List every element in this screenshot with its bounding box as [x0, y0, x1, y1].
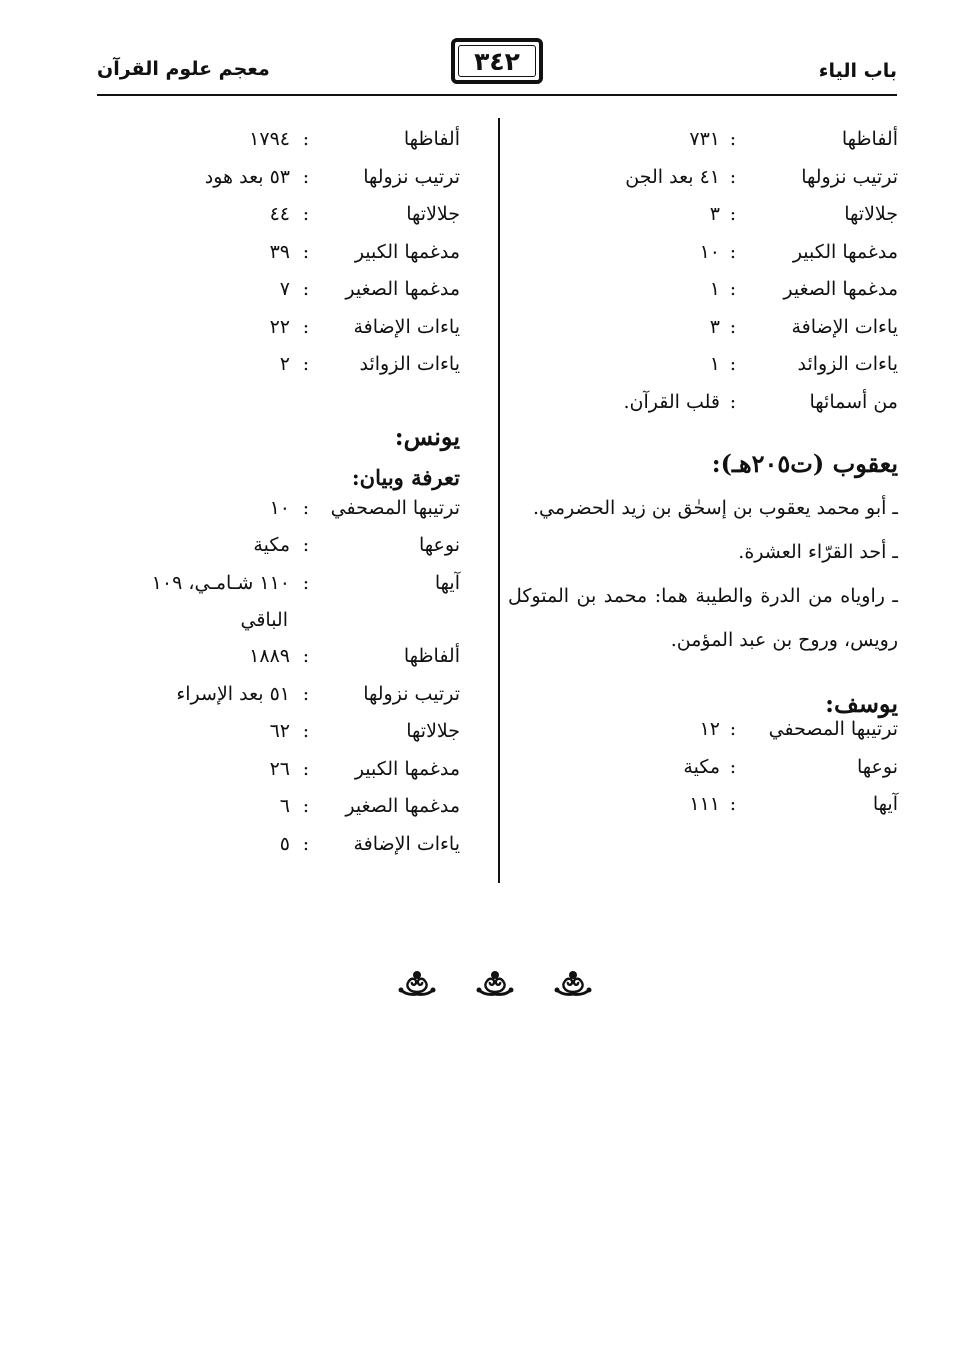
floral-ornament-icon: [473, 966, 517, 998]
stat-value: ١١٠ شـامـي، ١٠٩: [151, 571, 290, 594]
stat-row: [508, 278, 898, 316]
stat-row: [68, 720, 460, 758]
stat-value: ٧: [279, 278, 290, 300]
stat-row: [508, 391, 898, 429]
stat-separator: :: [302, 353, 310, 375]
stat-row: [68, 683, 460, 721]
stat-value: مكية: [253, 534, 290, 556]
stat-row: [508, 316, 898, 354]
stat-value: ٣: [709, 203, 720, 225]
stat-label: ترتيب نزولها: [363, 165, 460, 188]
stat-separator: :: [302, 757, 310, 780]
stat-value: ٦: [279, 795, 290, 817]
stat-value: ٥٣ بعد هود: [204, 165, 290, 188]
stat-value: قلب القرآن.: [623, 390, 720, 413]
stat-value: ٦٢: [269, 720, 290, 742]
stat-value: ٣٩: [269, 240, 290, 263]
stat-separator: :: [729, 390, 737, 413]
stat-row: [508, 353, 898, 391]
surah-stats-list: [68, 497, 460, 871]
stat-row: [508, 203, 898, 241]
stat-label: ياءات الإضافة: [353, 315, 460, 338]
surah-stats-list: [508, 718, 898, 831]
stat-row: [68, 497, 460, 535]
stat-value: ١١١: [689, 793, 720, 815]
stat-separator: :: [302, 278, 310, 300]
stat-value: مكية: [683, 755, 720, 778]
stat-row: [508, 166, 898, 204]
stat-label: ياءات الإضافة: [791, 315, 898, 338]
stat-value: ١: [709, 278, 720, 300]
entry-paragraph: ـ أبو محمد يعقوب بن إسحٰق بن زيد الحضرمي.: [532, 497, 898, 519]
stat-value: ٢: [279, 353, 290, 375]
entry-paragraph: ـ أحد القرّاء العشرة.: [738, 541, 898, 563]
stat-separator: :: [302, 496, 310, 519]
stat-label: مدغمها الكبير: [354, 240, 460, 263]
page-number: ٣٤٢: [474, 47, 520, 76]
stat-value: ١٢: [699, 718, 720, 740]
stat-row: [508, 793, 898, 831]
stat-separator: :: [302, 682, 310, 705]
stat-separator: :: [302, 534, 310, 556]
stat-value: ١٠: [269, 496, 290, 519]
left-column: [68, 128, 460, 870]
right-column: [508, 128, 898, 831]
stat-separator: :: [729, 755, 737, 778]
stat-separator: :: [302, 315, 310, 338]
stat-label: نوعها: [857, 755, 898, 778]
end-ornaments: [395, 962, 595, 1002]
stat-row: [68, 572, 460, 610]
floral-ornament-icon: [395, 966, 439, 998]
stat-label: جلالاتها: [406, 720, 460, 742]
stat-row: [68, 316, 460, 354]
stat-row: [68, 645, 460, 683]
stat-value: ١٧٩٤: [249, 128, 290, 150]
stat-value: ٢٦: [269, 757, 290, 780]
surah-stats-list: [508, 128, 898, 428]
stat-label: ترتيب نزولها: [363, 682, 460, 705]
column-divider: [498, 118, 500, 883]
stat-label: ياءات الزوائد: [797, 353, 898, 375]
stat-label: ترتيب نزولها: [801, 165, 898, 188]
stat-separator: :: [729, 793, 737, 815]
stat-label: جلالاتها: [844, 203, 898, 225]
stat-row: [508, 128, 898, 166]
page-number-frame: [451, 38, 543, 84]
page-header: [97, 38, 897, 96]
stat-separator: :: [302, 720, 310, 742]
stat-value: ٥١ بعد الإسراء: [176, 682, 290, 705]
entry-heading-yaqub: يعقوب (ت٢٠٥هـ):: [711, 449, 898, 478]
stat-label: آيها: [872, 793, 898, 815]
stat-label: ترتيبها المصحفي: [330, 496, 460, 519]
stat-value: ١٠: [699, 240, 720, 263]
stat-separator: :: [729, 353, 737, 375]
stat-label: ألفاظها: [841, 128, 898, 150]
stat-value: ٤١ بعد الجن: [625, 165, 720, 188]
stat-value: ١٨٨٩: [249, 645, 290, 667]
stat-row: [68, 278, 460, 316]
section-title: باب الياء: [818, 60, 897, 82]
stat-row: [508, 241, 898, 279]
stat-label: مدغمها الكبير: [354, 757, 460, 780]
stat-separator: :: [302, 165, 310, 188]
stat-row: [508, 718, 898, 756]
stat-row: [68, 534, 460, 572]
stat-value: ٤٤: [269, 203, 290, 225]
stat-label: مدغمها الصغير: [783, 278, 898, 300]
stat-separator: :: [729, 278, 737, 300]
stat-label: ألفاظها: [403, 645, 460, 667]
stat-row: [68, 166, 460, 204]
stat-row: [68, 353, 460, 391]
entry-heading-yunus: يونس:: [394, 421, 460, 451]
stat-separator: :: [302, 128, 310, 150]
stat-value: ٥: [279, 832, 290, 855]
stat-label: ياءات الزوائد: [359, 353, 460, 375]
stat-value: ٢٢: [269, 315, 290, 338]
stat-label: ياءات الإضافة: [353, 832, 460, 855]
stat-separator: :: [729, 128, 737, 150]
stat-value: ١: [709, 353, 720, 375]
stat-separator: :: [302, 795, 310, 817]
stat-row: [68, 795, 460, 833]
stat-value: ٧٣١: [689, 128, 720, 150]
stat-separator: :: [729, 315, 737, 338]
floral-ornament-icon: [551, 966, 595, 998]
stat-row: [68, 203, 460, 241]
stat-label: ترتيبها المصحفي: [768, 718, 898, 740]
surah-stats-list: [68, 128, 460, 391]
stat-value: ٣: [709, 315, 720, 338]
stat-label: نوعها: [419, 534, 460, 556]
stat-separator: :: [302, 832, 310, 855]
stat-separator: :: [729, 203, 737, 225]
stat-row: [68, 758, 460, 796]
entry-heading-yusuf: يوسف:: [825, 689, 898, 718]
stat-label: جلالاتها: [406, 203, 460, 225]
stat-value-continuation: الباقي: [240, 609, 288, 631]
stat-separator: :: [302, 240, 310, 263]
stat-separator: :: [729, 718, 737, 740]
stat-separator: :: [729, 165, 737, 188]
stat-separator: :: [302, 203, 310, 225]
header-rule: [97, 94, 897, 96]
stat-row: [508, 756, 898, 794]
stat-label: من أسمائها: [809, 390, 898, 413]
stat-separator: :: [729, 240, 737, 263]
stat-label: مدغمها الصغير: [345, 795, 460, 817]
stat-separator: :: [302, 571, 310, 594]
stat-row: [68, 128, 460, 166]
stat-label: آيها: [434, 571, 460, 594]
stat-label: مدغمها الكبير: [792, 240, 898, 263]
section-subheading: تعرفة وبيان:: [351, 465, 460, 490]
entry-paragraph: ـ راوياه من الدرة والطيبة هما: محمد بن المتوكل رويس، وروح بن عبد المؤمن.: [508, 585, 898, 651]
stat-label: ألفاظها: [403, 128, 460, 150]
stat-separator: :: [302, 645, 310, 667]
stat-row: [68, 833, 460, 871]
book-title: معجم علوم القرآن: [97, 58, 270, 80]
stat-row: [68, 241, 460, 279]
stat-label: مدغمها الصغير: [345, 278, 460, 300]
